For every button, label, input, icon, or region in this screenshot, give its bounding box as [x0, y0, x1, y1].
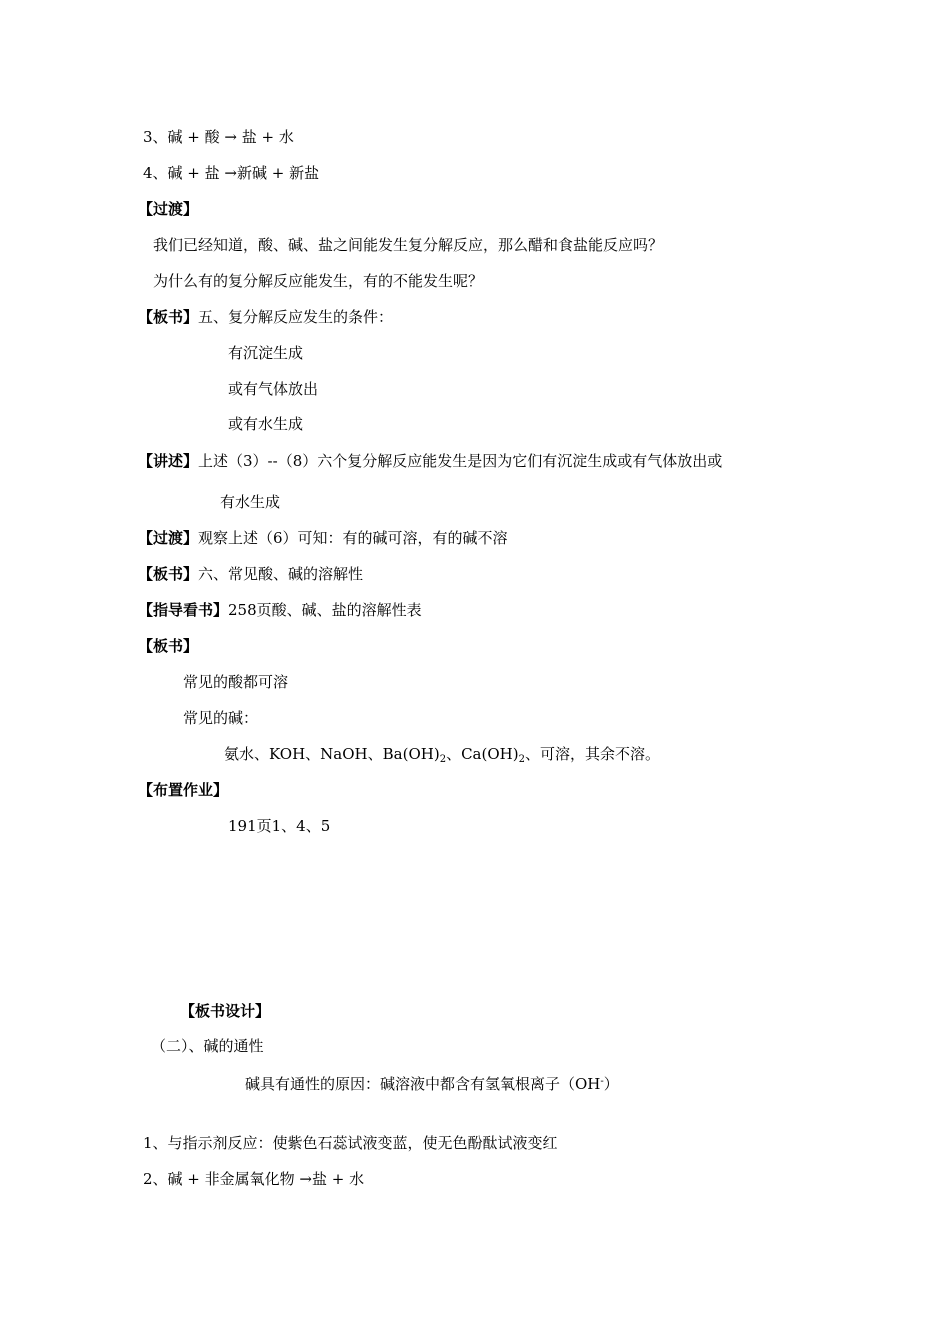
text-line: 或有气体放出 — [228, 380, 319, 398]
line-text: ） — [603, 1075, 619, 1093]
line-text: 上述（3）--（8）六个复分解反应能发生是因为它们有沉淀生成或有气体放出或 — [198, 452, 723, 470]
text-line: 为什么有的复分解反应能发生，有的不能发生呢？ — [153, 272, 484, 290]
text-line — [224, 744, 660, 770]
line-text: 五、复分解反应发生的条件： — [198, 308, 394, 326]
line-text: 氨水、KOH、NaOH、Ba(OH) — [224, 745, 440, 763]
superscript: - — [600, 1076, 604, 1087]
section-tag: 【板书设计】 — [180, 1002, 271, 1020]
text-line: 3、碱 + 酸 → 盐 + 水 — [143, 128, 294, 146]
text-line — [138, 451, 722, 471]
section-tag: 【板书】 — [138, 308, 199, 326]
text-line: 191页1、4、5 — [228, 817, 331, 835]
line-text: 、可溶，其余不溶。 — [524, 745, 660, 763]
text-line — [138, 564, 363, 584]
line-text: 258页酸、碱、盐的溶解性表 — [228, 601, 422, 619]
line-text: 碱具有通性的原因：碱溶液中都含有氢氧根离子（OH — [245, 1075, 601, 1093]
line-text: 观察上述（6）可知：有的碱可溶，有的碱不溶 — [198, 529, 508, 547]
text-line — [245, 1072, 619, 1094]
text-line: 常见的碱： — [183, 709, 259, 727]
text-line: 有沉淀生成 — [228, 344, 304, 362]
section-tag: 【板书】 — [138, 637, 199, 655]
section-tag: 【讲述】 — [138, 452, 199, 470]
subscript: 2 — [518, 754, 525, 765]
subscript: 2 — [439, 754, 447, 765]
text-line: （二）、碱的通性 — [151, 1037, 264, 1055]
text-line — [138, 307, 393, 327]
text-line: 2、碱 + 非金属氧化物 →盐 + 水 — [143, 1170, 365, 1188]
line-text: 六、常见酸、碱的溶解性 — [198, 565, 364, 583]
section-tag: 【指导看书】 — [138, 601, 229, 619]
text-line: 有水生成 — [220, 493, 281, 511]
text-line: 4、碱 + 盐 →新碱 + 新盐 — [143, 164, 320, 182]
text-line: 1、与指示剂反应：使紫色石蕊试液变蓝，使无色酚酞试液变红 — [143, 1134, 558, 1152]
text-line: 常见的酸都可溶 — [183, 673, 289, 691]
section-tag: 【布置作业】 — [138, 781, 229, 799]
text-line — [138, 600, 422, 620]
section-tag: 【过渡】 — [138, 529, 199, 547]
text-line: 或有水生成 — [228, 415, 304, 433]
line-text: 、Ca(OH) — [446, 745, 519, 763]
text-line: 我们已经知道，酸、碱、盐之间能发生复分解反应，那么醋和食盐能反应吗？ — [153, 236, 664, 254]
section-tag: 【板书】 — [138, 565, 199, 583]
section-tag: 【过渡】 — [138, 200, 199, 218]
text-line — [138, 528, 508, 548]
